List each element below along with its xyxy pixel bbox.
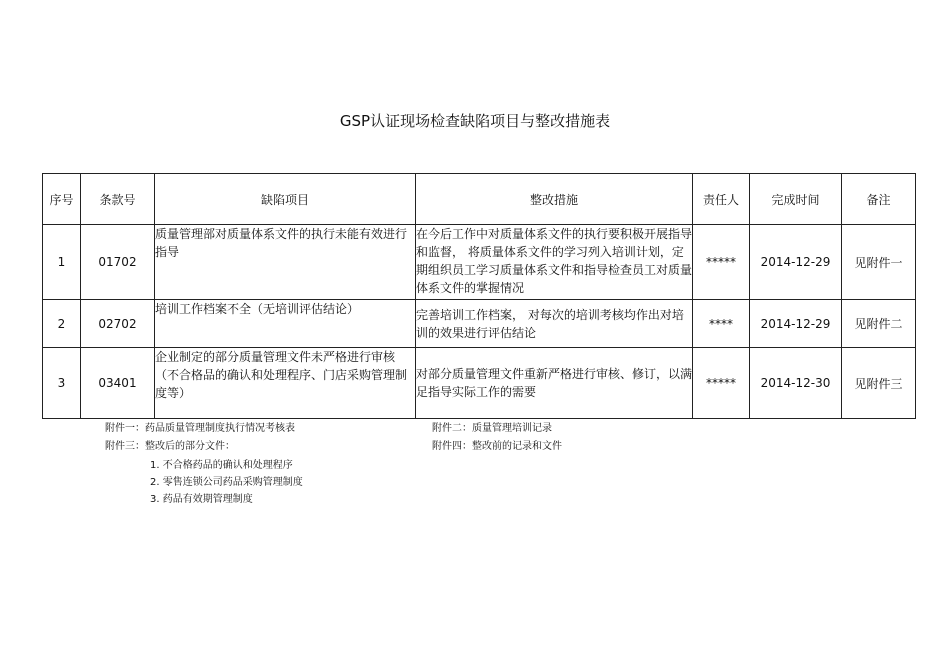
row-person: ***** bbox=[693, 348, 750, 419]
note-list-item-3: 3. 药品有效期管理制度 bbox=[150, 494, 253, 505]
row-clause: 01702 bbox=[81, 225, 155, 300]
note-list-item-1: 1. 不合格药品的确认和处理程序 bbox=[150, 460, 293, 471]
row-person: ***** bbox=[693, 225, 750, 300]
row-remark: 见附件一 bbox=[842, 225, 916, 300]
table-header-row bbox=[43, 174, 916, 225]
row-measure: 完善培训工作档案， 对每次的培训考核均作出对培训的效果进行评估结论 bbox=[416, 300, 693, 348]
table-row bbox=[43, 300, 916, 348]
row-date: 2014-12-29 bbox=[750, 225, 842, 300]
table-row bbox=[43, 225, 916, 300]
header-no: 序号 bbox=[43, 174, 81, 225]
note-attachment-4: 附件四：整改前的记录和文件 bbox=[432, 441, 562, 452]
note-attachment-3: 附件三：整改后的部分文件： bbox=[105, 441, 235, 452]
row-measure: 对部分质量管理文件重新严格进行审核、修订，以满足指导实际工作的需要 bbox=[416, 348, 693, 419]
header-person: 责任人 bbox=[693, 174, 750, 225]
header-defect: 缺陷项目 bbox=[155, 174, 416, 225]
row-remark: 见附件二 bbox=[842, 300, 916, 348]
defect-table bbox=[42, 173, 916, 419]
table-row bbox=[43, 348, 916, 419]
row-remark: 见附件三 bbox=[842, 348, 916, 419]
row-measure: 在今后工作中对质量体系文件的执行要积极开展指导和监督， 将质量体系文件的学习列入培训计划，定期组织员工学习质量体系文件和指导检查员工对质量体系文件的掌握情况 bbox=[416, 225, 693, 300]
header-date: 完成时间 bbox=[750, 174, 842, 225]
row-defect: 企业制定的部分质量管理文件未严格进行审核（不合格品的确认和处理程序、门店采购管理制度等） bbox=[155, 348, 416, 419]
note-attachment-1: 附件一：药品质量管理制度执行情况考核表 bbox=[105, 423, 295, 434]
row-defect: 培训工作档案不全（无培训评估结论） bbox=[155, 300, 416, 348]
row-no: 3 bbox=[43, 348, 81, 419]
row-no: 1 bbox=[43, 225, 81, 300]
page-title: GSP认证现场检查缺陷项目与整改措施表 bbox=[339, 112, 611, 130]
row-person: **** bbox=[693, 300, 750, 348]
row-date: 2014-12-29 bbox=[750, 300, 842, 348]
row-clause: 03401 bbox=[81, 348, 155, 419]
note-attachment-2: 附件二：质量管理培训记录 bbox=[432, 423, 552, 434]
header-clause: 条款号 bbox=[81, 174, 155, 225]
note-list-item-2: 2. 零售连锁公司药品采购管理制度 bbox=[150, 477, 303, 488]
row-date: 2014-12-30 bbox=[750, 348, 842, 419]
header-measure: 整改措施 bbox=[416, 174, 693, 225]
row-clause: 02702 bbox=[81, 300, 155, 348]
row-no: 2 bbox=[43, 300, 81, 348]
row-defect: 质量管理部对质量体系文件的执行未能有效进行指导 bbox=[155, 225, 416, 300]
header-remark: 备注 bbox=[842, 174, 916, 225]
